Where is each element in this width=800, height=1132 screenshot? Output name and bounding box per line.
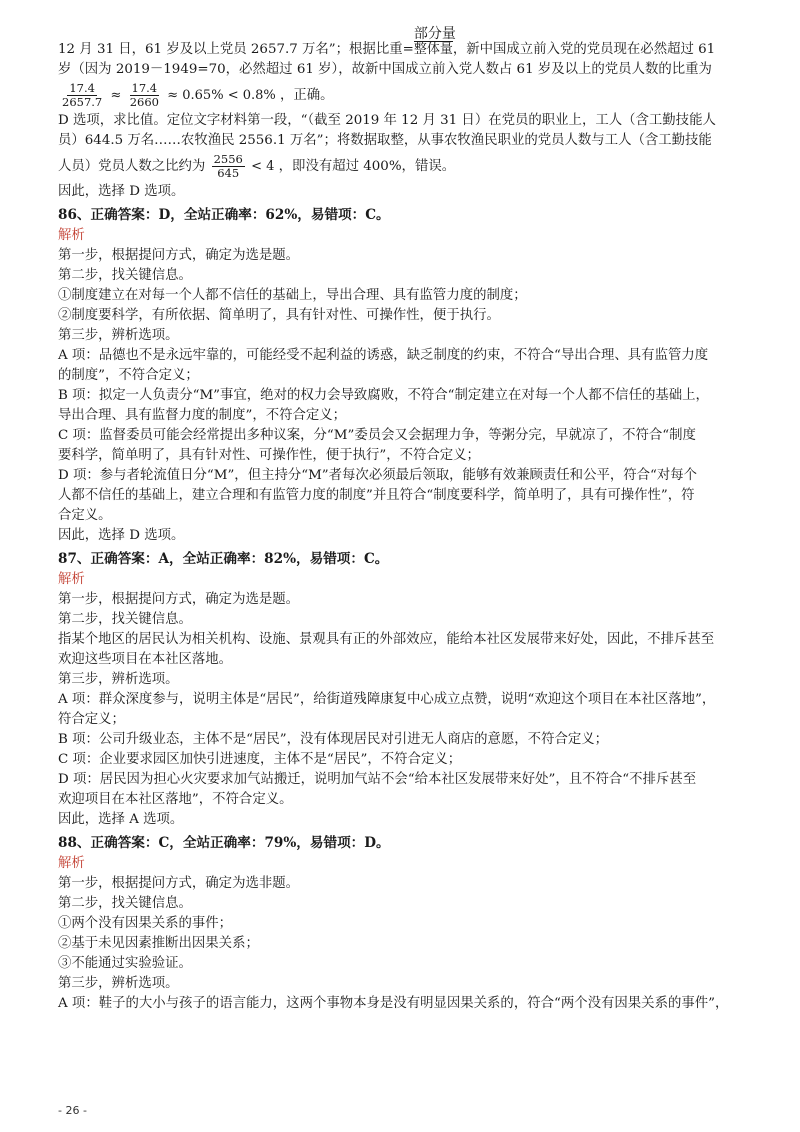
text-line: 第二步，找关键信息。: [58, 268, 192, 283]
analysis-label: 解析: [58, 572, 85, 587]
analysis-body: [58, 246, 748, 546]
formula-line: [58, 153, 748, 180]
text-line: 的制度”，不符合定义；: [58, 368, 199, 383]
question-answer-header: 87、正确答案：A，全站正确率：82%，易错项：C。: [58, 551, 389, 567]
text-line: D 项：居民因为担心火灾要求加气站搬迁，说明加气站不会“给本社区发展带来好处”，且不符合“不排斥甚至: [58, 772, 697, 787]
text-line: 第一步，根据提问方式，确定为选是题。: [58, 592, 300, 607]
text-line: B 项：公司升级业态，主体不是“居民”，没有体现居民对引进无人商店的意愿，不符合定义；: [58, 732, 609, 747]
text-line: ②制度要科学，有所依据、简单明了，具有针对性、可操作性，便于执行。: [58, 308, 500, 323]
question-answer-header: 88、正确答案：C，全站正确率：79%，易错项：D。: [58, 835, 390, 851]
analysis-label: 解析: [58, 228, 85, 243]
document-page: [58, 26, 748, 1014]
analysis-body: [58, 874, 748, 1014]
text-line: 合定义。: [58, 508, 112, 523]
approx-sign: ≈: [110, 88, 122, 103]
analysis-body: [58, 590, 748, 830]
fraction: [128, 82, 161, 109]
text-line: 第一步，根据提问方式，确定为选非题。: [58, 876, 300, 891]
fraction-numerator: 17.4: [131, 81, 158, 95]
text-line: 因此，选择 A 选项。: [58, 812, 184, 827]
fraction-numerator: 17.4: [69, 81, 95, 95]
text-line: 第三步，辨析选项。: [58, 976, 179, 991]
text-span: ，正确。: [280, 88, 334, 103]
ratio-formula: [413, 26, 456, 60]
text-line: 第三步，辨析选项。: [58, 672, 179, 687]
ratio-denominator: 整体量: [413, 42, 453, 57]
analysis-label: 解析: [58, 856, 85, 871]
text-span: 12 月 31 日，61 岁及以上党员 2657.7 万名”；根据比重=: [58, 42, 414, 57]
text-line: C 项：监督委员可能会经常提出多种议案，分“M”委员会又会据理力争，等粥分完，早就凉了，不符合“制度: [58, 428, 696, 443]
text-line: ③不能通过实验验证。: [58, 956, 192, 971]
text-line: A 项：群众深度参与，说明主体是“居民”，给街道残障康复中心成立点赞，说明“欢迎这个项目在本社区落地”，: [58, 692, 716, 707]
text-line: 欢迎这些项目在本社区落地。: [58, 652, 233, 667]
text-line: C 项：企业要求园区加快引进速度，主体不是“居民”，不符合定义；: [58, 752, 462, 767]
text-line: [58, 26, 748, 60]
text-span: ，新中国成立前入党的党员现在必然超过 61: [452, 42, 716, 57]
text-span: 人员）党员人数之比约为: [58, 159, 206, 174]
text-line: 要科学，简单明了，具有针对性、可操作性，便于执行”，不符合定义；: [58, 448, 480, 463]
text-line: ①两个没有因果关系的事件；: [58, 916, 233, 931]
text-line: 员）644.5 万名……农牧渔民 2556.1 万名”；将数据取整，从事农牧渔民职业的党员人数与工人（含工勤技能: [58, 133, 712, 148]
fraction-denominator: 645: [217, 166, 240, 180]
text-line: 欢迎项目在本社区落地”，不符合定义。: [58, 792, 293, 807]
text-line: D 项：参与者轮流值日分“M”，但主持分“M”者每次必须最后领取，能够有效兼顾责任和公平，符合“对每个: [58, 468, 698, 483]
fraction-denominator: 2657.7: [62, 95, 103, 109]
text-line: A 项：品德也不是永远牢靠的，可能经受不起利益的诱惑，缺乏制度的约束，不符合“导出合理、具有监管力度: [58, 348, 709, 363]
text-line: ②基于未见因素推断出因果关系；: [58, 936, 259, 951]
text-line: 岁（因为 2019－1949=70，必然超过 61 岁），故新中国成立前入党人数占 61 岁及以上的党员人数的比重为: [58, 62, 712, 77]
fraction: [212, 153, 245, 180]
ratio-numerator: 部分量: [413, 26, 456, 42]
page-number: - 26 -: [58, 1104, 87, 1117]
text-line: 第一步，根据提问方式，确定为选是题。: [58, 248, 300, 263]
formula-line: [58, 82, 748, 109]
text-line: A 项：鞋子的大小与孩子的语言能力，这两个事物本身是没有明显因果关系的，符合“两个没有因果关系的事件”，: [58, 996, 729, 1011]
math-expression: < 4: [251, 159, 275, 174]
text-line: 因此，选择 D 选项。: [58, 528, 185, 543]
text-line: 第二步，找关键信息。: [58, 612, 192, 627]
fraction-denominator: 2660: [129, 95, 159, 109]
text-line: 因此，选择 D 选项。: [58, 184, 185, 199]
text-line: 符合定义；: [58, 712, 125, 727]
text-line: ①制度建立在对每一个人都不信任的基础上，导出合理、具有监管力度的制度；: [58, 288, 527, 303]
text-line: 指某个地区的居民认为相关机构、设施、景观具有正的外部效应，能给本社区发展带来好处，因此，不排斥甚至: [58, 632, 715, 647]
text-line: 第二步，找关键信息。: [58, 896, 192, 911]
text-line: 人都不信任的基础上，建立合理和有监管力度的制度”并且符合“制度要科学，简单明了，具有可操作性”，符: [58, 488, 695, 503]
question-answer-header: 86、正确答案：D，全站正确率：62%，易错项：C。: [58, 207, 390, 223]
fraction: [60, 82, 104, 109]
fraction-numerator: 2556: [213, 152, 243, 166]
text-line: 导出合理、具有监督力度的制度”，不符合定义；: [58, 408, 347, 423]
math-expression: ≈ 0.65% < 0.8%: [167, 88, 276, 103]
text-span: ，即没有超过 400%，错误。: [278, 159, 456, 174]
text-line: D 选项，求比值。定位文字材料第一段，“（截至 2019 年 12 月 31 日）在党员的职业上，工人（含工勤技能人: [58, 113, 716, 128]
text-line: 第三步，辨析选项。: [58, 328, 179, 343]
text-line: B 项：拟定一人负责分“M”事宜，绝对的权力会导致腐败，不符合“制定建立在对每一个人都不信任的基础上，: [58, 388, 709, 403]
